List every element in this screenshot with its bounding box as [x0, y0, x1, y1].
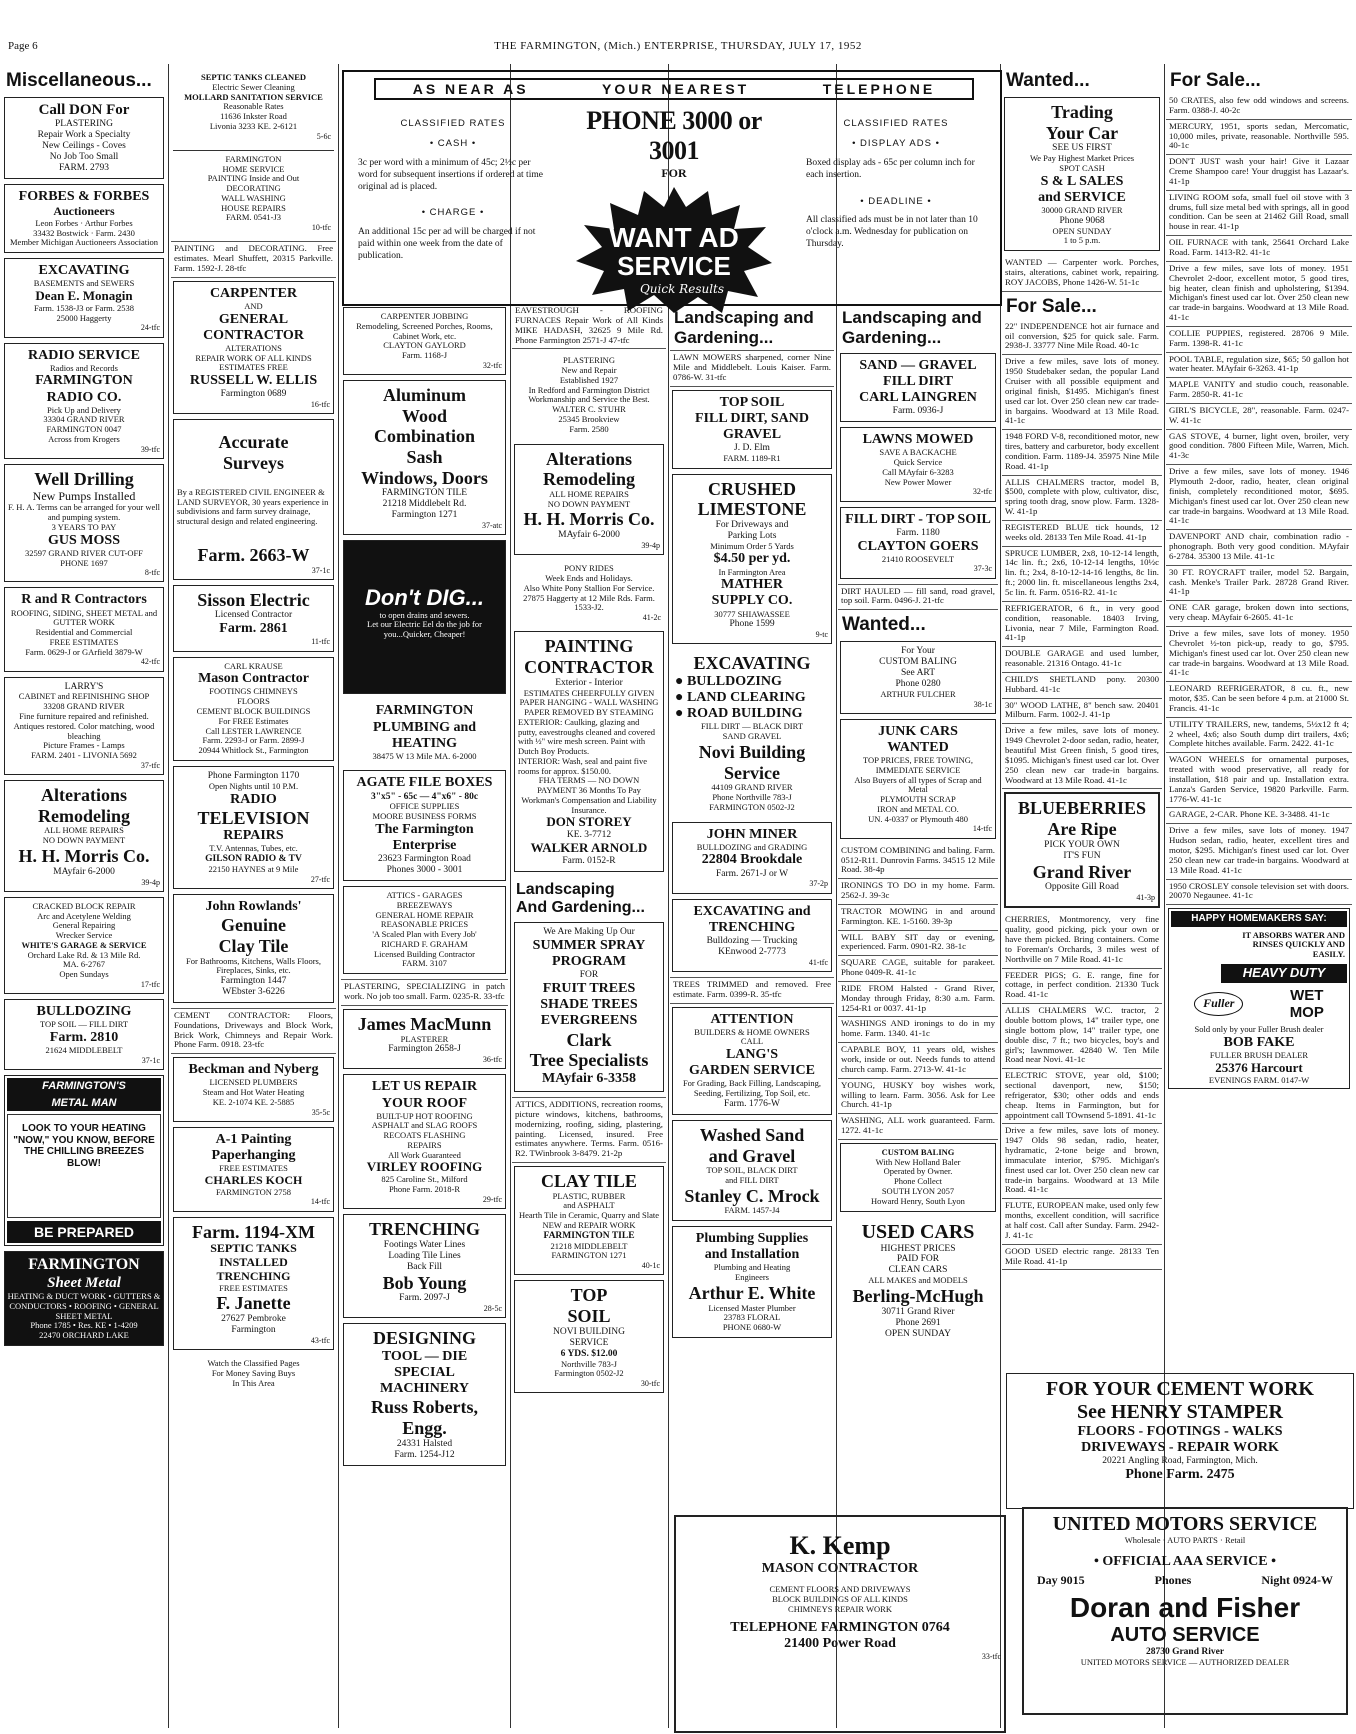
classified-item: YOUNG, HUSKY boy wishes work, willing to learn. Farm. 3056. Ask for Lee Church. 41-1p: [838, 1079, 998, 1115]
column-2: [171, 66, 336, 1726]
ad-accurate-surveys: Accurate Surveys By a REGISTERED CIVIL ENGINEER & LAND SURVEYOR, 30 years experience in subdivisions and farm survey drainage, structural design and related engineering. Farm. 2663-W 37-1c: [173, 419, 334, 579]
classified-cement-contractor: CEMENT CONTRACTOR: Floors, Foundations, Driveways and Block Work, Brick Work, Chimneys and Repair Work. Phone Farm. 0918. 23-tfc: [171, 1008, 336, 1054]
section-heading: Miscellaneous...: [6, 70, 152, 91]
section-heading: Landscaping and Gardening...: [674, 308, 814, 347]
ad-clay-tile: CLAY TILE PLASTIC, RUBBER and ASPHALT Hearth Tile in Ceramic, Quarry and Slate NEW and REPAIR WORK FARMINGTON TILE 21218 MIDDLEBELT FARMINGTON 1271 40-1c: [514, 1166, 664, 1275]
ad-langs-garden-service: ATTENTION BUILDERS & HOME OWNERS CALL LANG'S GARDEN SERVICE For Grading, Back Filling, Landscaping, Seeding, Fertilizing, Top Soil, etc. Farm. 1776-W: [672, 1007, 832, 1115]
classified-item: ALLIS CHALMERS W.C. tractor, 2 double bottom plows, 14" trailer type, one single bottom plow, 14" trailer type, one double disc, 7 ft.; two bicycles, boy's and girl's; lawnmower. 42840 W. Ten Mile Road near Novi. 41-1c: [1002, 1004, 1162, 1069]
column-rule: [338, 64, 339, 1728]
classified-item: Drive a few miles, save lots of money. 1947 Olds 98 sedan, radio, heater, hydramatic, 2-tone beige and brown, immaculate interior, $795. Michigan's finest used car lot. Over 250 clean new car trade-in bargains. Woodward at 13 Mile Road. 41-1c: [1002, 1124, 1162, 1199]
classified-item: Drive a few miles, save lots of money. 1946 Plymouth 2-door, radio, heater, clean original finish, completely reconditioned motor, $695. Michigan's finest used car lot. Over 250 clean new car trade-in bargains. Woodward at 13 Mile Road. 41-1c: [1166, 465, 1352, 530]
classified-item: REGISTERED BLUE tick hounds, 12 weeks old. 28133 Ten Mile Road. 41-1p: [1002, 521, 1162, 547]
ad-gilson-radio-tv: Phone Farmington 1170 Open Nights until 10 P.M. RADIO TELEVISION REPAIRS T.V. Antennas, Tubes, etc. GILSON RADIO & TV 22150 HAYNES at 9 Mile 27-tfc: [173, 766, 334, 889]
ad-junk-cars: JUNK CARS WANTED TOP PRICES, FREE TOWING, IMMEDIATE SERVICE Also Buyers of all types of Scrap and Metal PLYMOUTH SCRAP IRON and METAL CO. UN. 4-0337 or Plymouth 480 14-tfc: [840, 719, 996, 839]
ad-whites-garage: CRACKED BLOCK REPAIR Arc and Acetylene Welding General Repairing Wrecker Service WHITE'S GARAGE & SERVICE Orchard Lake Rd. & 13 Mile Rd. MA. 6-2767 Open Sundays 17-tfc: [4, 897, 164, 994]
classified-item: TRACTOR MOWING in and around Farmington. KE. 1-5160. 39-3p: [838, 905, 998, 931]
ad-mather-limestone: CRUSHED LIMESTONE For Driveways and Parking Lots Minimum Order 5 Yards $4.50 per yd. In Farmington Area MATHER SUPPLY CO. 30777 SHIAWASSEE Phone 1599 9-tc: [672, 474, 832, 645]
ad-virley-roofing: LET US REPAIR YOUR ROOF BUILT-UP HOT ROOFING ASPHALT and SLAG ROOFS RECOATS FLASHING REPAIRS All Work Guaranteed VIRLEY ROOFING 825 Caroline St., Milford Phone Farm. 2018-R 29-tfc: [343, 1074, 506, 1209]
ad-dont-dig: Don't DIG... to open drains and sewers. Let our Electric Eel do the job for you...Quicker, Cheaper!: [343, 540, 506, 694]
want-ad-center: PHONE 3000 or 3001 FOR WANT AD SERVICE Quick Results: [559, 106, 789, 320]
ad-carl-krause: CARL KRAUSE Mason Contractor FOOTINGS CHIMNEYS FLOORS CEMENT BLOCK BUILDINGS For FREE Estimates Call LESTER LAWRENCE Farm. 2293-J or Farm. 2899-J 20944 Whitlock St., Farmington: [173, 657, 334, 761]
classified-painting: PAINTING and DECORATING. Free estimates. Mearl Shuffett, 20315 Parkville. Farm. 1592-J. 28-tfc: [171, 241, 336, 278]
column-5: [670, 304, 834, 1726]
ad-larrys-cabinet: LARRY'S CABINET and REFINISHING SHOP 33208 GRAND RIVER Fine furniture repaired and refinished. Antiques restored. Color matching, wood bleaching Picture Frames - Lamps FARM. 2401 - LIVONIA 5692 37-tfc: [4, 677, 164, 775]
classified-item: 1950 CROSLEY console television set with doors. 20070 Negaunee. 41-1c: [1166, 880, 1352, 906]
classified-carpenter-wanted: WANTED — Carpenter work. Porches, stairs, alterations, cabinet work, repairing. ROY JACOBS, Phone 1426-W. 51-1c: [1002, 256, 1162, 292]
ad-k-kemp: K. Kemp MASON CONTRACTOR CEMENT FLOORS AND DRIVEWAYS BLOCK BUILDINGS OF ALL KINDS CHIMNEYS REPAIR WORK TELEPHONE FARMINGTON 0764 21400 Power Road 33-tfc: [674, 1515, 1006, 1733]
ad-radio-service: RADIO SERVICE Radios and Records FARMINGTON RADIO CO. Pick Up and Delivery 33304 GRAND RIVER FARMINGTON 0047 Across from Krogers 39-tfc: [4, 343, 164, 459]
ad-farmington-sheet-metal: FARMINGTON Sheet Metal HEATING & DUCT WORK • GUTTERS & CONDUCTORS • ROOFING • GENERAL SHEET METAL Phone 1785 • Res. KE • 1-4209 22470 ORCHARD LAKE: [4, 1251, 164, 1345]
column-8: [1166, 66, 1352, 1366]
classified-item: FLUTE, EUROPEAN make, used only few months, excellent condition, will sacrifice at half cost. Call after Sunday. Farm. 2942-J. 41-1c: [1002, 1199, 1162, 1244]
classified-item: COLLIE PUPPIES, registered. 28706 9 Mile. Farm. 1398-R. 41-1c: [1166, 327, 1352, 353]
ad-trenching-bob-young: TRENCHING Footings Water Lines Loading Tile Lines Back Fill Bob Young Farm. 2097-J 28-5c: [343, 1214, 506, 1318]
ad-carl-laingren: SAND — GRAVEL FILL DIRT CARL LAINGREN Farm. 0936-J: [840, 353, 996, 422]
ad-r-and-r-contractors: R and R Contractors ROOFING, SIDING, SHEET METAL and GUTTER WORK Residential and Commercial FREE ESTIMATES Farm. 0629-J or GArfield 3879-W 42-tfc: [4, 587, 164, 671]
ad-richard-graham: ATTICS - GARAGES BREEZEWAYS GENERAL HOME REPAIR REASONABLE PRICES 'A Scaled Plan with Every Job' RICHARD F. GRAHAM Licensed Building Contractor FARM. 3107: [343, 886, 506, 974]
ad-clark-tree-specialists: We Are Making Up Our SUMMER SPRAY PROGRAM FOR FRUIT TREES SHADE TREES EVERGREENS Clark Tree Specialists MAyfair 6-3358: [514, 922, 664, 1092]
for-sale-classifieds: [1002, 320, 1162, 790]
ad-pony-rides: PONY RIDES Week Ends and Holidays. Also White Pony Stallion For Service. 27875 Haggerty at 12 Mile Rds. Farm. 1533-J2. 41-2c: [523, 563, 661, 623]
ad-sisson-electric: Sisson Electric Licensed Contractor Farm. 2861 11-tfc: [173, 585, 334, 652]
classified-item: REFRIGERATOR, 6 ft., in very good condition, reasonable. 18403 Irving, Livonia, near 7 Mile, Farmington Road. 41-1p: [1002, 602, 1162, 647]
ad-farmington-home-service: FARMINGTON HOME SERVICE PAINTING Inside and Out DECORATING WALL WASHING HOUSE REPAIRS FARM. 0541-J3 10-tfc: [173, 150, 334, 237]
ad-jd-elm: TOP SOIL FILL DIRT, SAND GRAVEL J. D. Elm FARM. 1189-R1: [672, 390, 832, 469]
ad-john-miner: JOHN MINER BULLDOZING and GRADING 22804 Brookdale Farm. 2671-J or W 37-2p: [672, 822, 832, 894]
page-number: Page 6: [8, 40, 38, 52]
column-1: [2, 66, 166, 1726]
ad-forbes-auctioneers: FORBES & FORBES Auctioneers Leon Forbes · Arthur Forbes 33432 Bostwick · Farm. 2430 Member Michigan Auctioneers Association: [4, 184, 164, 253]
ad-beckman-nyberg: Beckman and Nyberg LICENSED PLUMBERS Steam and Hot Water Heating KE. 2-1074 KE. 2-5885 35-5c: [173, 1057, 334, 1122]
column-rule: [510, 64, 511, 1728]
ad-charles-koch: A-1 Painting Paperhanging FREE ESTIMATES CHARLES KOCH FARMINGTON 2758 14-tfc: [173, 1127, 334, 1212]
ad-gaylord-carpenter: CARPENTER JOBBING Remodeling, Screened Porches, Rooms, Cabinet Work, etc. CLAYTON GAYLORD Farm. 1168-J 32-tfc: [343, 307, 506, 375]
ad-bulldozing: BULLDOZING TOP SOIL — FILL DIRT Farm. 2810 21624 MIDDLEBELT 37-1c: [4, 999, 164, 1070]
phone-number: PHONE 3000 or 3001: [586, 106, 762, 165]
classified-item: ONE CAR garage, broken down into sections, very cheap. MAyfair 6-2605. 41-1c: [1166, 601, 1352, 627]
ad-excavating-trenching: EXCAVATING and TRENCHING Bulldozing — Trucking KEnwood 2-7773 41-tfc: [672, 899, 832, 972]
classified-item: MERCURY, 1951, sports sedan, Mercomatic, 10,000 miles, private, reasonable. Northville 595. 40-1c: [1166, 120, 1352, 156]
ad-novi-excavating: EXCAVATING ● BULLDOZING ● LAND CLEARING ● ROAD BUILDING FILL DIRT — BLACK DIRT SAND GRAVEL Novi Building Service 44109 GRAND RIVER Phone Northville 783-J FARMINGTON 0502-J2: [675, 653, 811, 812]
column-rule: [1000, 64, 1001, 1728]
classified-item: 22" INDEPENDENCE hot air furnace and oil conversion, $25 for quick sale. Farm. 2938-J. 33777 Nine Mile Road. 40-1c: [1002, 320, 1162, 356]
ad-septic-mollard: SEPTIC TANKS CLEANED Electric Sewer Cleaning MOLLARD SANITATION SERVICE Reasonable Rates 11636 Inkster Road Livonia 3233 KE. 2-6121 5-6c: [184, 72, 331, 141]
ad-metal-man: FARMINGTON'S METAL MAN LOOK TO YOUR HEATING "NOW," YOU KNOW, BEFORE THE CHILLING BREEZES BLOW! BE PREPARED: [4, 1075, 164, 1246]
classified-item: Drive a few miles, save lots of money. 1947 Hudson sedan, radio, heater, excellent tires and motor, $295. Michigan's finest used car lot. Over 250 clean new car trade-in bargains. Woodward at 13 Mile Road. 41-1c: [1166, 824, 1352, 879]
ad-doran-and-fisher: UNITED MOTORS SERVICE Wholesale · AUTO PARTS · Retail • OFFICIAL AAA SERVICE • Day 9015 Phones Night 0924-W Doran and Fisher AUTO SERVICE 28730 Grand River UNITED MOTORS SERVICE — AUTHORIZED DEALER: [1022, 1507, 1348, 1715]
classified-item: LEONARD REFRIGERATOR, 8 cu. ft., new motor, $35. Can be seen before 4 p.m. at 21000 St. Francis. 41-1c: [1166, 682, 1352, 718]
classified-item: 1948 FORD V-8, reconditioned motor, new tires, battery and carburetor, body excellent condition. Farm. 1189-J4. 35975 Nine Mile Road. 41-1p: [1002, 430, 1162, 475]
classified-item: GAS STOVE, 4 burner, light oven, broiler, very good condition. 7800 Fifteen Mile, Warren, Mich. 41-3c: [1166, 430, 1352, 466]
classified-item: SQUARE CAGE, suitable for parakeet. Phone 0409-R. 41-1c: [838, 956, 998, 982]
classified-eavestrough: EAVESTROUGH - ROOFING FURNACES Repair Work of All Kinds MIKE HADASH, 32625 9 Mile Rd. Phone Farmington 2571-J 47-tfc: [512, 304, 666, 349]
ad-rowlands-clay-tile: John Rowlands' Genuine Clay Tile For Bathrooms, Kitchens, Walls Floors, Fireplaces, Sinks, etc. Farmington 1447 WEbster 3-6226: [173, 894, 334, 1003]
section-heading: Landscaping and Gardening...: [842, 308, 982, 347]
classified-item: IRONINGS TO DO in my home. Farm. 2562-J. 39-3c: [838, 879, 998, 905]
classified-item: GIRL'S BICYCLE, 28", reasonable. Farm. 0247-W. 41-1c: [1166, 404, 1352, 430]
svg-text:WANT AD: WANT AD: [609, 222, 739, 253]
for-sale-classifieds-2: [1002, 913, 1162, 1270]
classified-item: Drive a few miles, save lots of money. 1949 Chevrolet 2-door sedan, radio, heater, beautiful Mist Green finish, 5 good tires, $1095. Michigan's finest used car lot. Over 250 clean new car trade-in bargains. Woodward at 13 Mile Road. 41-1c: [1002, 724, 1162, 789]
classified-item: OIL FURNACE with tank, 25641 Orchard Lake Road. Farm. 1413-R2. 41-1c: [1166, 236, 1352, 262]
column-4: [512, 304, 666, 1726]
classified-item: CHILD'S SHETLAND pony. 20300 Hubbard. 41-1c: [1002, 673, 1162, 699]
ad-aluminum-sash: Aluminum Wood Combination Sash Windows, Doors FARMINGTON TILE 21218 Middlebelt Rd. Farmington 1271 37-atc: [343, 380, 506, 535]
ad-james-macmunn: James MacMunn PLASTERER Farmington 2658-J 36-tfc: [343, 1009, 506, 1070]
classified-item: ALLIS CHALMERS tractor, model B, $500, complete with plow, cultivator, disc, spring tooth drag, snow plow. Farm. 1328-W. 41-1p: [1002, 476, 1162, 521]
ad-excavating-monagin: EXCAVATING BASEMENTS and SEWERS Dean E. Monagin Farm. 1538-J3 or Farm. 2538 25000 Haggerty 24-tfc: [4, 258, 164, 338]
ad-farmington-plumbing: FARMINGTON PLUMBING and HEATING 38475 W 13 Mile MA. 6-2000: [372, 703, 477, 761]
newspaper-title: THE FARMINGTON, (Mich.) ENTERPRISE, THURSDAY, JULY 17, 1952: [494, 40, 862, 52]
column-rule: [168, 64, 169, 1728]
ad-painting-contractor: PAINTING CONTRACTOR Exterior - Interior ESTIMATES CHEERFULLY GIVEN PAPER HANGING - WALL WASHING PAPER REMOVED BY STEAMING EXTERIOR: Caulking, glazing and putty, eavestroughs cleaned and covered with ½" wire mesh screen. Paint with Dutch Boy Products. INTERIOR: Wash, seal and paint five rooms for approx. $150.00. FHA TERMS — NO DOWN PAYMENT 36 Months To Pay Workman's Compensation and Liability Insurance. DON STOREY KE. 3-7712 WALKER ARNOLD Farm. 0152-R: [514, 631, 664, 872]
ad-well-drilling: Well Drilling New Pumps Installed F. H. A. Terms can be arranged for your well and pumping system. 3 YEARS TO PAY GUS MOSS 32597 GRAND RIVER CUT-OFF PHONE 1697 8-tfc: [4, 464, 164, 583]
wanted-classifieds: [838, 844, 998, 1140]
svg-text:SERVICE: SERVICE: [617, 251, 731, 281]
section-heading: Wanted...: [1006, 70, 1090, 91]
classified-banner: [342, 70, 1002, 306]
ad-custom-baling-henry: CUSTOM BALING With New Holland Baler Operated by Owner. Phone Collect SOUTH LYON 2057 Howard Henry, South Lyon: [840, 1143, 996, 1212]
classified-item: 50 CRATES, also few odd windows and screens. Farm. 0388-J. 40-2c: [1166, 94, 1352, 120]
classified-item: WASHINGS AND ironings to do in my home. Farm. 1340. 41-1c: [838, 1017, 998, 1043]
classified-item: Drive a few miles, save lots of money. 1951 Chevrolet 2-door, excellent motor, 5 good tires, big heater, clean finish and upholstering, $1394. Michigan's finest used car lot. Over 250 clean new car trade-in bargains. Woodward at 13 Mile Road. 41-1c: [1166, 262, 1352, 327]
ad-blueberries: BLUEBERRIES Are Ripe PICK YOUR OWN IT'S FUN Grand River Opposite Gill Road 41-3p: [1004, 792, 1160, 908]
classified-dirt-hauled: DIRT HAULED — fill sand, road gravel, top soil. Farm. 0496-J. 21-tfc: [838, 584, 998, 611]
ad-alterations-morris-2: Alterations Remodeling ALL HOME REPAIRS NO DOWN PAYMENT H. H. Morris Co. MAyfair 6-2000 39-4p: [514, 444, 664, 556]
ad-arthur-white: Plumbing Supplies and Installation Plumbing and Heating Engineers Arthur E. White Licensed Master Plumber 23783 FLORAL PHONE 0680-W: [672, 1226, 832, 1338]
ad-henry-stamper: FOR YOUR CEMENT WORK See HENRY STAMPER FLOORS - FOOTINGS - WALKS DRIVEWAYS - REPAIR WORK 20221 Angling Road, Farmington, Mich. Phone Farm. 2475: [1006, 1373, 1354, 1509]
classified-item: SPRUCE LUMBER, 2x8, 10-12-14 length, 14c lin. ft.; 2x6, 10-12-14 lengths, 10½c lin. ft.; 2x4, 8-10-12-14-16 lengths, 8c lin. ft.; 2000 lin. ft. miscellaneous lengths 2x4, 5c lin. ft. Farm. 0516-R2. 41-1c: [1002, 547, 1162, 602]
classified-item: Drive a few miles, save lots of money. 1950 Studebaker sedan, the popular Land Cruiser with all possible equipment and original finish, $1495. Michigan's finest used car lot. Over 250 clean new car trade-in bargains. Woodward at 13 Mile Road. 41-1c: [1002, 355, 1162, 430]
classified-item: ELECTRIC STOVE, year old, $100; sectional davenport, new, $150; refrigerator, $30; other odds and ends cheap. Items in Farmington, but for appointment call TOwnsend 5-1891. 41-1c: [1002, 1069, 1162, 1124]
ad-custom-baling-art: For Your CUSTOM BALING See ART Phone 0280 ARTHUR FULCHER 38-1c: [840, 641, 996, 714]
ad-alterations-morris: Alterations Remodeling ALL HOME REPAIRS NO DOWN PAYMENT H. H. Morris Co. MAyfair 6-2000 39-4p: [4, 780, 164, 892]
ad-lawns-mowed: LAWNS MOWED SAVE A BACKACHE Quick Service Call MAyfair 6-3283 New Power Mower 32-tfc: [840, 427, 996, 501]
want-ad-starburst-icon: [574, 185, 774, 315]
ad-carpenter-ellis: CARPENTER AND GENERAL CONTRACTOR ALTERATIONS REPAIR WORK OF ALL KINDS ESTIMATES FREE RUSSELL W. ELLIS Farmington 0689 16-tfc: [173, 281, 334, 415]
ad-plastering-don: Call DON For PLASTERING Repair Work a Specialty New Ceilings - Coves No Job Too Small FARM. 2793: [4, 97, 164, 179]
classified-item: RIDE FROM Halsted - Grand River, Monday through Friday, 8:30 a.m. Farm. 1254-R1 or 0037. 41-1p: [838, 982, 998, 1018]
classified-item: DAVENPORT AND chair, combination radio - phonograph. Both very good condition. MAyfair 6-2784. 35300 13 Mile. 41-1c: [1166, 530, 1352, 566]
classified-item: WILL BABY SIT day or evening, experienced. Farm. 0901-R2. 38-1c: [838, 931, 998, 957]
classified-item: CUSTOM COMBINING and baling. Farm. 0512-R11. Dunrovin Farms. 34515 12 Mile Road. 38-4p: [838, 844, 998, 880]
ad-berling-mchugh: USED CARS HIGHEST PRICES PAID FOR CLEAN CARS ALL MAKES and MODELS Berling-McHugh 30711 Grand River Phone 2691 OPEN SUNDAY: [852, 1220, 984, 1339]
classified-item: WASHING, ALL work guaranteed. Farm. 1272. 41-1c: [838, 1114, 998, 1140]
section-heading: For Sale...: [1170, 70, 1261, 91]
classified-item: MAPLE VANITY and studio couch, reasonable. Farm. 2850-R. 41-1c: [1166, 378, 1352, 404]
classified-item: FEEDER PIGS; G. E. range, fine for cottage, in perfect condition. 21330 Tuck Road. 41-1c: [1002, 969, 1162, 1005]
classified-item: DON'T JUST wash your hair! Give it Lazaar Creme Shampoo care! Your druggist has Lazaar's. 41-1p: [1166, 155, 1352, 191]
classified-item: LIVING ROOM sofa, small fuel oil stove with 3 drums, full size metal bed with springs, all in good condition. Can be seen at 21462 Gill Road, small house in rear. 41-1p: [1166, 191, 1352, 236]
column-7: [1002, 66, 1162, 1366]
classified-item: POOL TABLE, regulation size, $65; 50 gallon hot water heater. MAyfair 6-3263. 41-1p: [1166, 353, 1352, 379]
classified-plastering: PLASTERING, SPECIALIZING in patch work. No job too small. Farm. 0235-R. 33-tfc: [341, 979, 508, 1006]
ad-stanley-mrock: Washed Sand and Gravel TOP SOIL, BLACK DIRT and FILL DIRT Stanley C. Mrock FARM. 1457-J4: [672, 1120, 832, 1221]
classified-item: WAGON WHEELS for ornamental purposes, treated with wood preservative, all ready for installation, $18 pair and up. Installation extra. Lanza's Garden Service, 19820 Parkville. Farm. 1776-W. 41-1c: [1166, 753, 1352, 808]
section-heading: For Sale...: [1006, 295, 1097, 317]
column-3: [341, 304, 508, 1726]
column-rule: [836, 64, 837, 1728]
ad-top-soil-novi: TOP SOIL NOVI BUILDING SERVICE 6 YDS. $12.00 Northville 783-J Farmington 0502-J2 30-tfc: [514, 1280, 664, 1393]
ad-russ-roberts: DESIGNING TOOL — DIE SPECIAL MACHINERY Russ Roberts, Engg. 24331 Halsted Farm. 1254-J12: [343, 1323, 506, 1465]
fuller-logo: Fuller: [1194, 992, 1243, 1016]
for-sale-classifieds-3: [1166, 94, 1352, 905]
classified-item: GARAGE, 2-CAR. Phone KE. 3-3488. 41-1c: [1166, 808, 1352, 824]
classified-item: Drive a few miles, save lots of money. 1950 Chevrolet ½-ton pick-up, ready to go, $795. Michigan's finest used car lot. Over 250 clean new car trade-in bargains. Woodward at 13 Mile Road. 41-1c: [1166, 627, 1352, 682]
classified-item: CHERRIES, Montmorency, very fine quality, good picking, pick your own or have them picked. Bring containers. Come to Foreman's Orchards, 3 miles west of Northville on 7 Mile Road. 41-1c: [1002, 913, 1162, 968]
svg-text:Quick Results: Quick Results: [639, 282, 725, 296]
page-header: [8, 40, 1348, 54]
ad-clayton-goers: FILL DIRT - TOP SOIL Farm. 1180 CLAYTON GOERS 21410 ROOSEVELT 37-3c: [840, 507, 996, 579]
display-rates: CLASSIFIED RATES • DISPLAY ADS • Boxed display ads - 65c per column inch for each insertion. • DEADLINE • All classified ads must be in not later than 10 o'clock a.m. Wednesday for publication on Thursday.: [806, 118, 978, 250]
classified-lawn-mowers: LAWN MOWERS sharpened, corner Nine Mile and Middlebelt. Louis Kaiser. Farm. 0786-W. 31-tfc: [670, 350, 834, 387]
section-heading: Wanted...: [842, 614, 926, 636]
classified-item: UTILITY TRAILERS, new, tandems, 5½x12 ft 4; 2 wheel, 4x6; also South dump dirt trailers, 4x6; Complete hitches available. Farm. 2422. 41-1c: [1166, 718, 1352, 754]
classified-item: 30" WOOD LATHE, 8" bench saw. 20401 Milburn. Farm. 1002-J. 41-1p: [1002, 699, 1162, 725]
ad-watch-classified: Watch the Classified Pages For Money Saving Buys In This Area: [207, 1358, 300, 1388]
classified-trees-trimmed: TREES TRIMMED and removed. Free estimate. Farm. 0399-R. 35-tfc: [670, 977, 834, 1004]
ad-sl-sales-trading: Trading Your Car SEE US FIRST We Pay Highest Market Prices SPOT CASH S & L SALES and SERVICE 30000 GRAND RIVER Phone 9068 OPEN SUNDAY 1 to 5 p.m.: [1004, 97, 1160, 251]
classified-attics-additions: ATTICS, ADDITIONS, recreation rooms, picture windows, kitchens, bathrooms, modernizing, roofing, siding, plastering, painting. Licensed, insured. Free estimates anywhere. Terms. Farm. 0516-R2. TWinbrook 3-8479. 21-2p: [512, 1097, 666, 1163]
cash-rates: CLASSIFIED RATES • CASH • 3c per word with a minimum of 45c; 2½c per word for subsequent insertions if ordered at time original ad is placed. • CHARGE • An additional 15c per ad will be charged if not paid within one week from the date of publication.: [358, 118, 543, 261]
classified-item: 30 FT. ROYCRAFT trailer, model 52. Bargain, cash. Menke's Trailer Park. 28728 Grand River. 41-1p: [1166, 566, 1352, 602]
classified-item: DOUBLE GARAGE and used lumber, reasonable. 21316 Ontago. 41-1c: [1002, 647, 1162, 673]
banner-strip: AS NEAR AS YOUR NEAREST TELEPHONE: [374, 78, 974, 100]
ad-fuller-wet-mop: HAPPY HOMEMAKERS SAY: IT ABSORBS WATER AND RINSES QUICKLY AND EASILY. HEAVY DUTY Fuller WET MOP Sold only by your Fuller Brush dealer BOB FAKE FULLER BRUSH DEALER 25376 Harcourt EVENINGS FARM. 0147-W: [1168, 908, 1350, 1089]
ad-walter-stuhr: PLASTERING New and Repair Established 1927 In Redford and Farmington District Workmanship and Service the Best. WALTER C. STUHR 25345 Brookview Farm. 2580: [528, 355, 650, 434]
classified-item: GOOD USED electric range. 28133 Ten Mile Road. 41-1p: [1002, 1245, 1162, 1271]
ad-agate-file-boxes: AGATE FILE BOXES 3"x5" - 65c — 4"x6" - 80c OFFICE SUPPLIES MOORE BUSINESS FORMS The Farmington Enterprise 23623 Farmington Road Phones 3000 - 3001: [343, 770, 506, 881]
column-6: [838, 304, 998, 1726]
section-heading: Landscaping And Gardening...: [516, 881, 645, 917]
classified-item: CAPABLE BOY, 11 years old, wishes work, inside or out. Needs funds to attend church camp. Farm. 2713-W. 41-1c: [838, 1043, 998, 1079]
ad-janette-septic: Farm. 1194-XM SEPTIC TANKS INSTALLED TRENCHING FREE ESTIMATES F. Janette 27627 Pembroke Farmington 43-tfc: [173, 1217, 334, 1351]
